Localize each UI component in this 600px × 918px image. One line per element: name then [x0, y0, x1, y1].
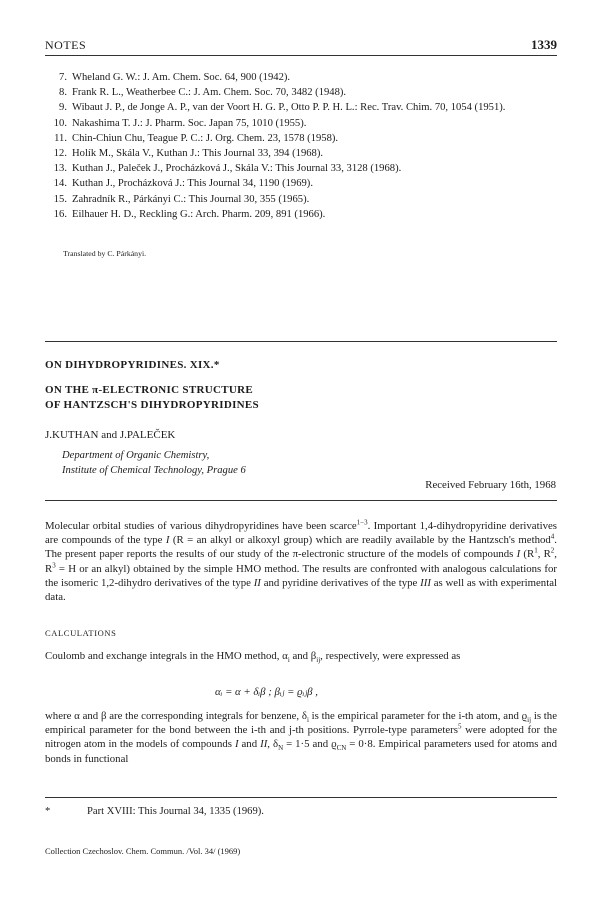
translator-note: Translated by C. Párkányi.	[63, 249, 147, 258]
article-title-line-2: OF HANTZSCH'S DIHYDROPYRIDINES	[45, 399, 259, 411]
journal-footer: Collection Czechoslov. Chem. Commun. /Vol. 34/ (1969)	[45, 846, 241, 856]
reference-item	[45, 85, 557, 100]
footnote	[45, 806, 264, 817]
reference-number: 8.	[59, 87, 67, 99]
reference-number: 16.	[53, 208, 67, 220]
article-series-title: ON DIHYDROPYRIDINES. XIX.*	[45, 359, 220, 371]
reference-text: Zahradník R., Párkányi C.: This Journal 30, 355 (1965).	[72, 193, 310, 205]
reference-number: 9.	[59, 102, 67, 114]
reference-item	[45, 116, 557, 131]
reference-item	[45, 70, 557, 85]
reference-item	[45, 131, 557, 146]
reference-text: Frank R. L., Weatherbee C.: J. Am. Chem. Soc. 70, 3482 (1948).	[72, 87, 347, 99]
article-authors: J.KUTHAN and J.PALEČEK	[45, 429, 176, 441]
reference-text: Wibaut J. P., de Jonge A. P., van der Voort H. G. P., Otto P. P. H. L.: Rec. Trav. Chim. 70, 1054 (1951).	[72, 102, 506, 114]
affiliation-line-1: Department of Organic Chemistry,	[62, 450, 210, 461]
article-separator-rule	[45, 341, 557, 342]
calculations-paragraph: Coulomb and exchange integrals in the HMO method, $\alpha_i$ and $\beta_{ij}$, respectively, were expressed as	[45, 650, 461, 665]
running-header-section: NOTES	[45, 38, 87, 52]
reference-number: 13.	[53, 163, 67, 175]
reference-number: 10.	[53, 117, 67, 129]
reference-number: 12.	[53, 148, 67, 160]
reference-number: 7.	[59, 72, 67, 83]
abstract-rule	[45, 500, 557, 501]
footnote-rule	[45, 797, 557, 798]
reference-item	[45, 100, 557, 115]
intro-paragraph: Molecular orbital studies of various dihydropyridines have been scarce$^{1-3}$. Important 1,4-dihydropyridine derivatives are compounds of the type I (R = an alkyl or alkoxyl group) which are readily available by the Hantzsch's method$^4$. The present paper reports the results of our study of the π-electronic structure of the models of compounds I ($R^1$, $R^2$, $R^3 = H$ or an alkyl) obtained by the simple HMO method. The results are confronted with analogous calculations for the isomeric 1,2-dihydro derivatives of the type II and pyridine derivatives of the type III as well as with experimental data.	[45, 518, 558, 604]
reference-item	[45, 207, 557, 222]
parameters-paragraph: where α and β are the corresponding integrals for benzene, $\delta_i$ is the empirical parameter for the i-th atom, and $ϱ_{ij}$ is the empirical parameter for the bond between the i-th and j-th positions. Pyrrole-type parameters$^5$ were adopted for the nitrogen atom in the models of compounds I and II, $\delta_N = 1\cdot 5$ and $ϱ_{CN} = 0\cdot 8$. Empirical parameters used for atoms and bonds in functional	[45, 710, 557, 765]
reference-list	[45, 70, 557, 222]
received-date: Received February 16th, 1968	[425, 479, 556, 491]
reference-text: Kuthan J., Paleček J., Procházková J., Skála V.: This Journal 33, 3128 (1968).	[72, 163, 402, 175]
reference-number: 11.	[54, 132, 67, 144]
reference-item	[45, 161, 557, 176]
reference-item	[45, 146, 557, 161]
reference-text: Wheland G. W.: J. Am. Chem. Soc. 64, 900 (1942).	[72, 72, 291, 83]
reference-text: Holík M., Skála V., Kuthan J.: This Journal 33, 394 (1968).	[72, 148, 324, 160]
reference-text: Kuthan J., Procházková J.: This Journal 34, 1190 (1969).	[72, 178, 313, 190]
reference-text: Chin-Chiun Chu, Teague P. C.: J. Org. Chem. 23, 1578 (1958).	[72, 132, 339, 144]
hmo-formula: αᵢ = α + δᵢβ ; βᵢⱼ = ϱᵢⱼβ ,	[215, 686, 318, 698]
reference-text: Eilhauer H. D., Reckling G.: Arch. Pharm. 209, 891 (1966).	[72, 208, 326, 220]
reference-number: 15.	[53, 193, 67, 205]
article-title-line-1: ON THE π-ELECTRONIC STRUCTURE	[45, 384, 253, 396]
affiliation-line-2: Institute of Chemical Technology, Prague 6	[62, 465, 246, 476]
footnote-text: Part XVIII: This Journal 34, 1335 (1969).	[87, 806, 264, 817]
author-affiliation	[62, 448, 246, 478]
page-number: 1339	[531, 37, 557, 52]
header-rule	[45, 55, 557, 56]
reference-number: 14.	[53, 178, 67, 190]
reference-text: Nakashima T. J.: J. Pharm. Soc. Japan 75, 1010 (1955).	[72, 117, 307, 129]
section-heading-calculations: CALCULATIONS	[45, 628, 117, 638]
reference-item	[45, 176, 557, 191]
footnote-marker: *	[45, 806, 51, 817]
article-title	[45, 383, 259, 413]
reference-item	[45, 192, 557, 207]
